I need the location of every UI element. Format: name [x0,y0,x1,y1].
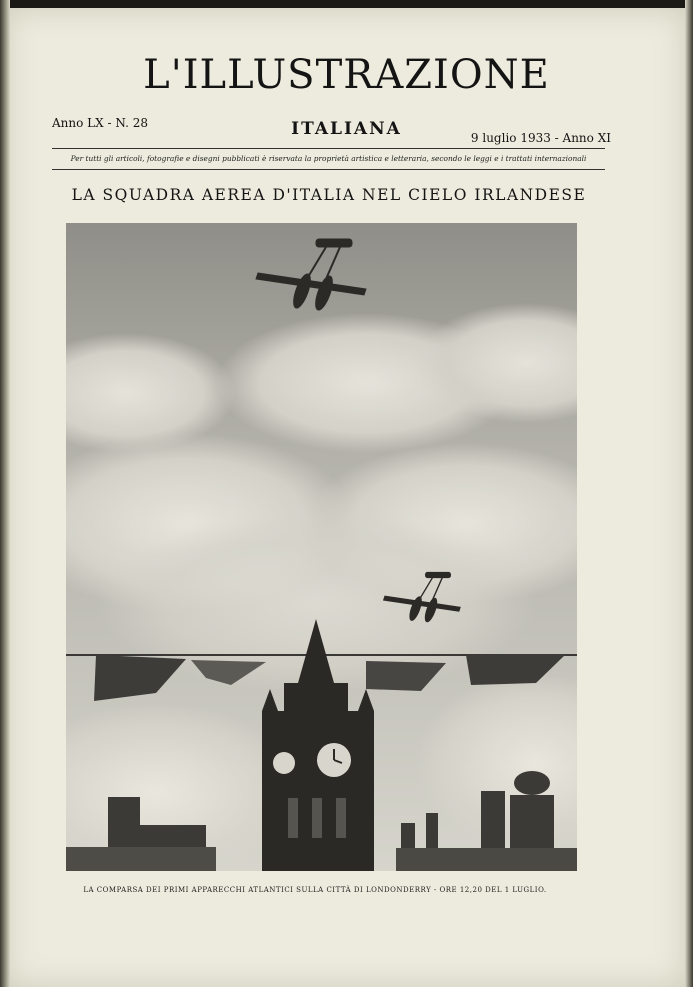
masthead-title: L'ILLUSTRAZIONE [143,52,550,98]
issue-date: 9 luglio 1933 - Anno XI [470,131,611,145]
cover-photograph [66,223,577,871]
masthead-subtitle: ITALIANA [291,119,402,139]
binding-spine [0,0,10,987]
bottom-rule [52,169,605,170]
clock-face-icon [273,752,295,774]
top-rule [52,148,605,149]
issue-number: Anno LX - N. 28 [52,116,148,130]
page-edge-shadow [685,0,693,987]
photo-illustration [66,223,577,871]
article-headline: LA SQUADRA AEREA D'ITALIA NEL CIELO IRLANDESE [71,186,587,204]
photo-caption: LA COMPARSA DEI PRIMI APPARECCHI ATLANTICI SULLA CITTÀ DI LONDONDERRY - ORE 12,20 DEL 1 LUGLIO. [83,886,547,894]
rights-notice: Per tutti gli articoli, fotografie e disegni pubblicati è riservata la proprietà artistica e letteraria, secondo le leggi e i trattati internazionali [70,154,587,163]
